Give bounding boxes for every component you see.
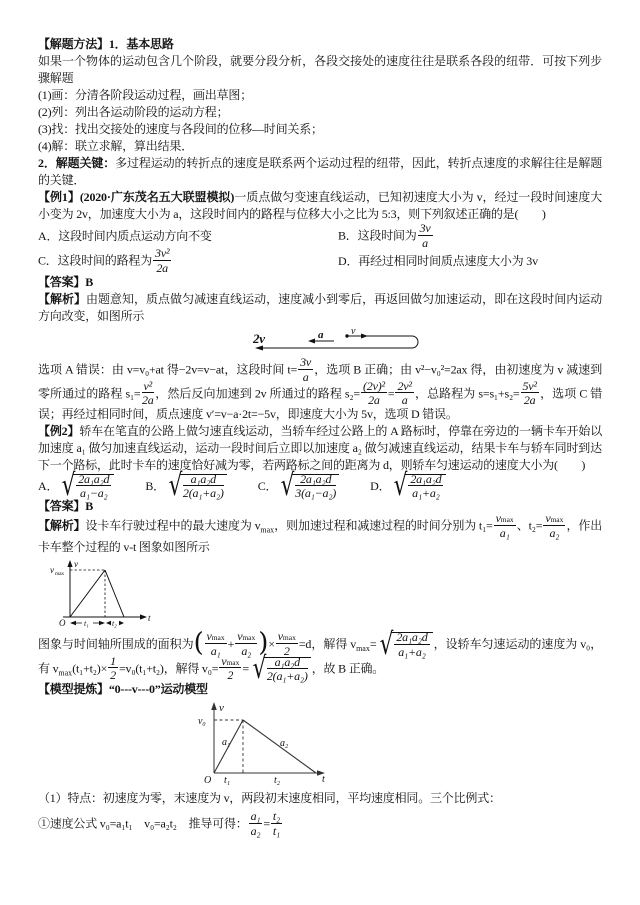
vmax-subscript: max	[356, 643, 370, 653]
fraction-numerator: t₂	[272, 809, 281, 824]
vmax-base: v	[221, 653, 227, 668]
radical-sign: √	[252, 651, 267, 687]
vmax-base: v	[237, 629, 243, 644]
fraction	[108, 655, 118, 682]
example1-option-a: A．这段时间内质点运动方向不变	[38, 229, 212, 244]
fraction-numerator: a₁a₂d	[267, 656, 308, 670]
analysis-tag: 【解析】	[38, 292, 87, 307]
vt-graph-big	[176, 700, 602, 786]
sqrt-expression	[59, 468, 114, 504]
example1-stem-text: 一质点做匀变速直线运动，已知初速度大小为 v，经过一段时间速度大小变为 2v，加速度大小为 a，这段时间内的路程与位移大小之比为 5:3，则下列叙述正确的是( )	[38, 190, 602, 221]
analysis2-intro	[38, 510, 603, 556]
fraction	[418, 222, 433, 249]
fraction-denominator: 2	[283, 643, 290, 658]
equals-sign: =	[369, 636, 377, 651]
fraction-numerator: (2v)²	[362, 378, 385, 393]
fraction-numerator: 2a₁a₂d	[396, 630, 428, 645]
fraction-numerator: 1	[110, 653, 116, 668]
vmax-sub: max	[226, 657, 240, 667]
y-axis-arrowhead	[67, 560, 72, 567]
model-ratio	[38, 809, 602, 838]
fraction-denominator: a	[302, 369, 309, 384]
t2-right-arrow	[119, 620, 124, 624]
option-label: A．	[38, 478, 59, 493]
fraction-denominator: a₁	[210, 643, 221, 658]
example2-stem	[38, 423, 602, 474]
model-title: “0---v---0”运动模型	[108, 682, 208, 697]
sqrt-expression	[278, 468, 339, 504]
example1-stem	[38, 189, 602, 223]
example2-option-c	[257, 468, 340, 504]
derivation-seg4: (t₁+t₂)×	[72, 661, 108, 676]
option-c-text: C．这段时间的路程为	[38, 253, 153, 268]
example1-options-row1	[38, 221, 602, 250]
derivation-seg5: =v₀(t₁+t₂)，解得 v₀=	[118, 661, 219, 676]
vmax-base: v	[495, 510, 501, 525]
fraction	[361, 380, 387, 407]
times-sign: ×	[268, 636, 275, 651]
fraction-denominator: 2(a₁+a₂)	[266, 669, 308, 684]
method-key-text: 多过程运动的转折点的速度是联系两个运动过程的纽带，因此，转折点速度的求解往往是解题的关键．	[38, 156, 602, 187]
fraction-denominator: 2a	[523, 393, 536, 408]
vt-graph-small-svg	[48, 558, 156, 630]
fraction-denominator: a	[401, 393, 408, 408]
fraction-denominator: 2a	[368, 393, 380, 408]
t1-left-arrow	[70, 620, 76, 624]
fraction	[76, 473, 111, 500]
t2-label: t₂	[274, 775, 280, 787]
radical-sign: √	[61, 468, 76, 504]
method-tag: 【解题方法】	[38, 37, 109, 51]
derivation-seg1: 图象与时间轴所围成的面积为	[38, 636, 194, 651]
motion-diagram	[250, 328, 602, 356]
vmax-label-base: v	[50, 564, 54, 575]
example1-answer	[38, 274, 602, 291]
x-axis-arrowhead	[140, 614, 147, 619]
equals-sign: =	[242, 661, 249, 676]
example2-options	[38, 468, 602, 504]
sqrt-expression	[166, 468, 227, 504]
fraction	[219, 655, 241, 682]
plus-sign: +	[227, 636, 235, 651]
sqrt-expression	[391, 468, 446, 504]
radical-sign: √	[280, 468, 295, 504]
a-arrowhead	[308, 339, 315, 344]
analysis1-seg5: ，总路程为 s=s₁+s₂=	[414, 385, 520, 400]
vmax-sub: max	[550, 514, 564, 524]
fraction	[395, 380, 413, 407]
radical-sign: √	[394, 468, 408, 504]
fraction	[271, 810, 282, 837]
analysis1-seg1: 选项 A 错误：由 v=v₀+at 得−2v=v−at，这段时间 t=	[38, 362, 298, 377]
a2-label: a₂	[280, 738, 289, 750]
method-subtitle: 1．基本思路	[108, 37, 174, 51]
example1-options-row2	[38, 246, 602, 275]
method-step-2: (2)列：列出各运动阶段的运动方程；	[38, 105, 229, 119]
method-intro: 如果一个物体的运动包含几个阶段，就要分段分析，各段交接处的速度往往是联系各段的纽带．可按下列步骤解题	[38, 54, 602, 85]
fraction	[267, 656, 308, 683]
fraction-denominator: 2	[110, 668, 116, 683]
analysis1-seg3: ，然后反向加速到 2v 所通过的路程 s₂=	[155, 385, 360, 400]
x-axis-label: t	[148, 612, 151, 623]
answer-value: B	[85, 275, 94, 290]
derivation-seg6: ，故 B 正确。	[311, 661, 385, 676]
analysis-tag: 【解析】	[38, 518, 86, 533]
vmax-base: v	[545, 510, 551, 525]
option-label: D．	[370, 478, 391, 493]
vt-graph-small	[48, 558, 602, 630]
vmax-sub: max	[282, 633, 296, 643]
fraction	[153, 247, 171, 274]
example1-source: (2020·广东茂名五大联盟模拟)	[79, 190, 235, 204]
method-step-3: (3)找：找出交接处的速度与各段间的位移—时间关系；	[38, 122, 323, 136]
fraction	[543, 512, 565, 539]
fraction-numerator: a₁	[250, 809, 261, 824]
return-arrowhead	[255, 346, 263, 351]
radical-sign: √	[380, 626, 394, 662]
analysis2-seg1: 设卡车行驶过程中的最大速度为 v	[85, 518, 261, 533]
fraction-denominator: 3(a₁−a₂)	[295, 486, 337, 501]
vmax-label-sub: max	[55, 570, 64, 577]
fraction-numerator: 2a₁a₂d	[410, 471, 442, 486]
example2-option-b	[145, 468, 227, 504]
v0-label: v₀	[198, 716, 206, 728]
fraction-numerator: 3v	[419, 221, 431, 235]
analysis2-derivation	[38, 626, 602, 687]
derivation-seg3: ，设轿车匀速运动的速度为 v₀，有 v	[38, 636, 602, 676]
t1-label: t₁	[224, 775, 230, 787]
example2-stem-text: 轿车在笔直的公路上做匀速直线运动，当轿车经过公路上的 A 路标时，停靠在旁边的一辆卡车开始以加速度 a₁ 做匀加速直线运动，运动一段时间后立即以加速度 a₂ 做匀减速直线运动，结果卡车与轿车同时到达下一个路标，此时卡车的速度恰好减为零，若两路标之间的距离为 d，则轿车匀速运动的速度大小为( )	[38, 423, 603, 472]
model-heading	[38, 681, 602, 698]
fraction	[494, 512, 516, 539]
v-arrowhead	[361, 334, 368, 339]
fraction-denominator: 2(a₁+a₂)	[182, 486, 224, 501]
analysis1-seg2: ，选项 B 正确；由 v²−v₀²=2ax 得，由初速度为 v 减速到零所通过的路程 s₁=	[38, 362, 602, 400]
fraction-numerator: a₁a₂d	[183, 473, 224, 487]
analysis2-seg2: ，则加速过程和减速过程的时间分别为 t₁=	[274, 518, 493, 533]
derivation-seg2: =d，解得 v	[298, 636, 357, 651]
y-axis-arrowhead	[211, 702, 217, 710]
fraction	[249, 810, 263, 837]
fraction-numerator: 5v²	[522, 378, 537, 393]
right-paren: )	[258, 627, 269, 658]
label-v: v	[351, 328, 356, 338]
fraction-denominator: a₁−a₂	[80, 486, 108, 501]
fraction	[521, 380, 539, 407]
analysis1-seg6: ，选项 C 错误；再经过相同时间，质点速度 v′=v−a·2t=−5v，即速度大小为 5v，选项 D 错误。	[38, 385, 602, 421]
fraction-denominator: 2	[227, 668, 234, 683]
fraction-numerator: 2v²	[397, 378, 412, 393]
method-key	[38, 155, 602, 189]
left-paren: (	[193, 627, 204, 658]
fraction	[142, 380, 155, 407]
vmax-sub: max	[500, 514, 514, 524]
t1-right-arrow	[99, 620, 105, 624]
y-axis-label: v	[74, 558, 78, 569]
vmax-base: v	[277, 629, 283, 644]
fraction-denominator: t₁	[272, 824, 281, 838]
fraction-denominator: a₂	[250, 824, 261, 838]
fraction-denominator: a	[422, 235, 428, 250]
answer-tag: 【答案】	[38, 275, 86, 290]
fraction	[394, 631, 429, 658]
a1-label: a₁	[222, 737, 231, 749]
label-a: a	[318, 329, 324, 342]
equals-sign: =	[263, 816, 270, 831]
fraction	[183, 473, 224, 500]
vt-graph-big-svg	[176, 700, 331, 786]
y-axis-label: v	[219, 702, 224, 715]
vmax-sub: max	[211, 633, 225, 643]
fraction-denominator: a₁	[499, 525, 510, 540]
example1-option-d: D．再经过相同时间质点速度大小为 3v	[338, 254, 538, 269]
motion-diagram-svg	[250, 328, 430, 356]
fraction-numerator: 2a₁a₂d	[295, 473, 336, 487]
fraction	[408, 473, 443, 500]
origin-label: O	[204, 775, 212, 787]
method-key-label: 2．解题关键：	[38, 156, 116, 170]
fraction-denominator: 2a	[141, 393, 154, 408]
method-step-4: (4)解：联立求解，算出结果．	[38, 139, 193, 153]
u-turn-path	[412, 336, 418, 348]
example1-option-c	[38, 246, 338, 275]
ratio-seg1: ①速度公式 v₀=a₁t₁ v₀=a₂t₂ 推导可得：	[38, 816, 248, 831]
example2-option-a	[38, 468, 115, 504]
t2-left-arrow	[106, 620, 111, 624]
fraction-numerator: 2a₁a₂d	[78, 471, 110, 486]
model-feature: （1）特点：初速度为零，末速度为 v，两段初末速度相同，平均速度相同。三个比例式：	[38, 791, 501, 806]
radical-sign: √	[168, 468, 183, 504]
analysis1-intro	[38, 291, 602, 325]
method-heading	[38, 36, 602, 53]
answer-tag: 【答案】	[38, 498, 86, 513]
fraction-numerator: 3v²	[155, 246, 170, 261]
sqrt-expression	[377, 626, 432, 662]
analysis2-seg4: ，作出卡车整个过程的 v-t 图象如图所示	[38, 518, 603, 554]
example2-tag: 【例2】	[38, 423, 80, 438]
fraction-denominator: a₂	[241, 643, 252, 658]
answer-value: B	[85, 498, 94, 513]
label-2v: 2v	[253, 331, 265, 347]
option-b-text: B．这段时间为	[338, 228, 417, 243]
fraction-numerator: 3v	[300, 355, 312, 370]
vmax-subscript: max	[58, 668, 73, 678]
equals-sign: =	[387, 385, 395, 400]
analysis2-seg3: 、t₂=	[516, 518, 543, 533]
option-label: B．	[145, 478, 165, 493]
vmax-base: v	[206, 629, 212, 644]
analysis1-body	[38, 355, 602, 422]
vmax-subscript: max	[260, 525, 275, 535]
x-axis-label: t	[322, 774, 325, 786]
fraction-denominator: a₂	[549, 525, 560, 540]
fraction-denominator: a₁+a₂	[412, 486, 440, 501]
example2-option-d	[370, 468, 447, 504]
fraction	[295, 473, 336, 500]
sqrt-expression	[250, 651, 311, 687]
example1-tag: 【例1】	[38, 190, 80, 204]
method-step-1: (1)画：分清各阶段运动过程，画出草图；	[38, 88, 252, 102]
fraction-denominator: a₁+a₂	[398, 644, 426, 659]
fraction-numerator: v²	[143, 378, 153, 393]
analysis1-intro-text: 由题意知，质点做匀减速直线运动，速度减小到零后，再返回做匀加速运动，即在这段时间内运动方向改变，如图所示	[38, 292, 603, 324]
option-label: C．	[257, 478, 278, 493]
t2-label: t₂	[112, 618, 117, 628]
vmax-sub: max	[242, 633, 256, 643]
model-tag: 【模型提炼】	[38, 682, 109, 697]
fraction-denominator: 2a	[156, 260, 168, 275]
example1-option-b	[338, 221, 602, 250]
example2-answer	[38, 498, 602, 515]
origin-label: O	[59, 617, 66, 628]
fraction	[298, 356, 313, 383]
fraction	[276, 630, 298, 657]
t1-label: t₁	[84, 618, 89, 628]
